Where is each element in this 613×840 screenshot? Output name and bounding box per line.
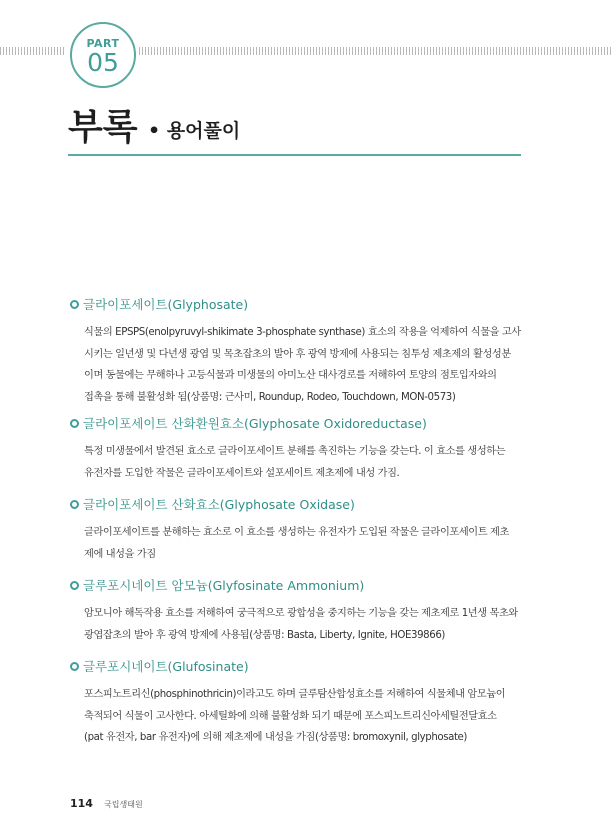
circle-bullet-icon — [70, 300, 79, 309]
term-title: 글루포시네이트 암모늄(Glyfosinate Ammonium) — [83, 578, 365, 593]
term-heading — [70, 296, 540, 316]
term-description-line: 제에 내성을 가짐 — [84, 548, 156, 560]
term-entry — [70, 658, 540, 749]
part-label: PART — [86, 37, 120, 50]
circle-bullet-icon — [70, 500, 79, 509]
page-subtitle: • 용어풀이 — [148, 120, 241, 142]
term-heading — [70, 415, 540, 435]
page-footer — [70, 792, 143, 811]
term-description-line: 시키는 일년생 및 다년생 광엽 및 목초잡초의 발아 후 광역 방제에 사용되는 침투성 제초제의 활성성분 — [84, 348, 511, 360]
footer-organization: 국립생태원 — [104, 800, 143, 809]
term-description-line: (pat 유전자, bar 유전자)에 의해 제초제에 내성을 가짐(상품명: bromoxynil, glyphosate) — [84, 732, 467, 743]
term-entry — [70, 415, 540, 484]
term-heading — [70, 496, 540, 516]
term-description — [84, 684, 534, 749]
term-title: 글라이포세이트(Glyphosate) — [83, 297, 249, 312]
part-number: 05 — [87, 48, 119, 77]
title-divider — [68, 154, 521, 156]
term-description-line: 특정 미생물에서 발견된 효소로 글라이포세이트 분해를 촉진하는 기능을 갖는다. 이 효소를 생성하는 — [84, 446, 506, 457]
term-description-line: 글라이포세이트를 분해하는 효소로 이 효소를 생성하는 유전자가 도입된 작물은 글라이포세이트 제초 — [84, 527, 509, 538]
header-dotted-line-right — [139, 47, 613, 55]
term-entry — [70, 577, 540, 646]
term-entry — [70, 296, 540, 408]
circle-bullet-icon — [70, 662, 79, 671]
term-description-line: 광엽잡초의 발아 후 광역 방제에 사용됨(상품명: Basta, Liberty, Ignite, HOE39866) — [84, 629, 445, 641]
term-title: 글라이포세이트 산화환원효소(Glyphosate Oxidoreductase) — [83, 416, 427, 431]
term-title: 글루포시네이트(Glufosinate) — [83, 659, 249, 674]
page-number: 114 — [70, 797, 93, 810]
term-description-line: 암모니아 해독작용 효소를 저해하여 궁극적으로 광합성을 중지하는 기능을 갖는 제초제로 1년생 목초와 — [84, 608, 518, 619]
part-badge — [70, 22, 136, 88]
term-description-line: 포스피노트리신(phosphinothricin)이라고도 하며 글루탐산합성효소를 저해하여 식물체내 암모늄이 — [84, 689, 506, 700]
term-title: 글라이포세이트 산화효소(Glyphosate Oxidase) — [83, 497, 355, 512]
term-description — [84, 322, 534, 408]
term-description — [84, 441, 534, 484]
header-dotted-line-left — [0, 47, 66, 55]
page-title: 부록 — [68, 107, 138, 148]
term-description — [84, 603, 534, 646]
term-description-line: 축적되어 식물이 고사한다. 아세틸화에 의해 불활성화 되기 때문에 포스피노트리신아세틸전달효소 — [84, 710, 497, 722]
term-entry — [70, 496, 540, 565]
circle-bullet-icon — [70, 581, 79, 590]
term-description — [84, 522, 534, 565]
circle-bullet-icon — [70, 419, 79, 428]
term-heading — [70, 658, 540, 678]
term-description-line: 이며 동물에는 무해하나 고등식물과 미생물의 아미노산 대사경로를 저해하여 토양의 점토입자와의 — [84, 370, 497, 381]
term-description-line: 유전자를 도입한 작물은 글라이포세이트와 설포세이트 제초제에 내성 가짐. — [84, 467, 400, 479]
term-description-line: 접촉을 통해 불활성화 됨(상품명: 근사미, Roundup, Rodeo, Touchdown, MON-0573) — [84, 391, 456, 403]
term-heading — [70, 577, 540, 597]
term-description-line: 식물의 EPSPS(enolpyruvyl-shikimate 3-phosphate synthase) 효소의 작용을 억제하여 식물을 고사 — [84, 327, 521, 338]
